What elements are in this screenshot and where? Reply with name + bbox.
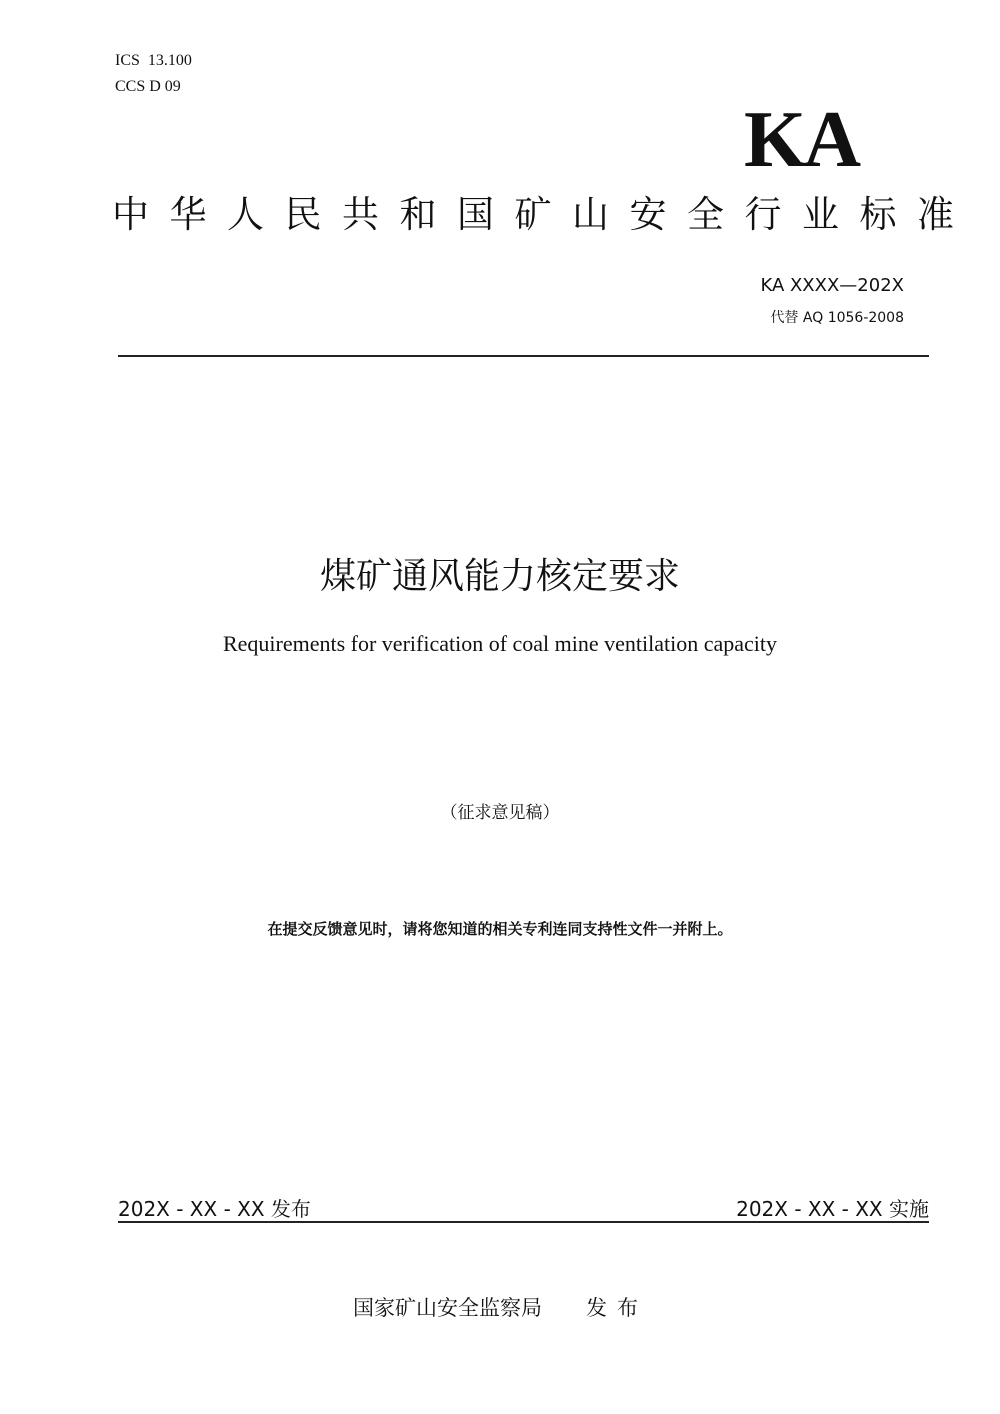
replaces-standard: 代替 AQ 1056-2008 xyxy=(770,310,904,326)
patent-notice: 在提交反馈意见时，请将您知道的相关专利连同支持性文件一并附上。 xyxy=(267,920,733,938)
publish-action: 发布 xyxy=(586,1296,648,1320)
ics-code: ICS 13.100 xyxy=(115,52,192,69)
ccs-code: CCS D 09 xyxy=(115,78,181,95)
classification-codes xyxy=(115,48,192,100)
title-english: Requirements for verification of coal mine ventilation capacity xyxy=(222,631,778,656)
draft-status: （征求意见稿） xyxy=(440,803,560,823)
implementation-date: 202X - XX - XX 实施 xyxy=(736,1197,929,1221)
standard-category: 中华人民共和国矿山安全行业标准 xyxy=(112,193,975,236)
ka-logo: KA xyxy=(744,96,858,184)
release-date: 202X - XX - XX 发布 xyxy=(118,1197,311,1221)
top-divider xyxy=(118,355,929,357)
title-chinese: 煤矿通风能力核定要求 xyxy=(319,556,680,597)
publisher xyxy=(353,1292,648,1322)
publisher-name: 国家矿山安全监察局 xyxy=(353,1296,542,1320)
standard-number: KA XXXX—202X xyxy=(760,275,904,296)
bottom-divider xyxy=(118,1221,929,1223)
